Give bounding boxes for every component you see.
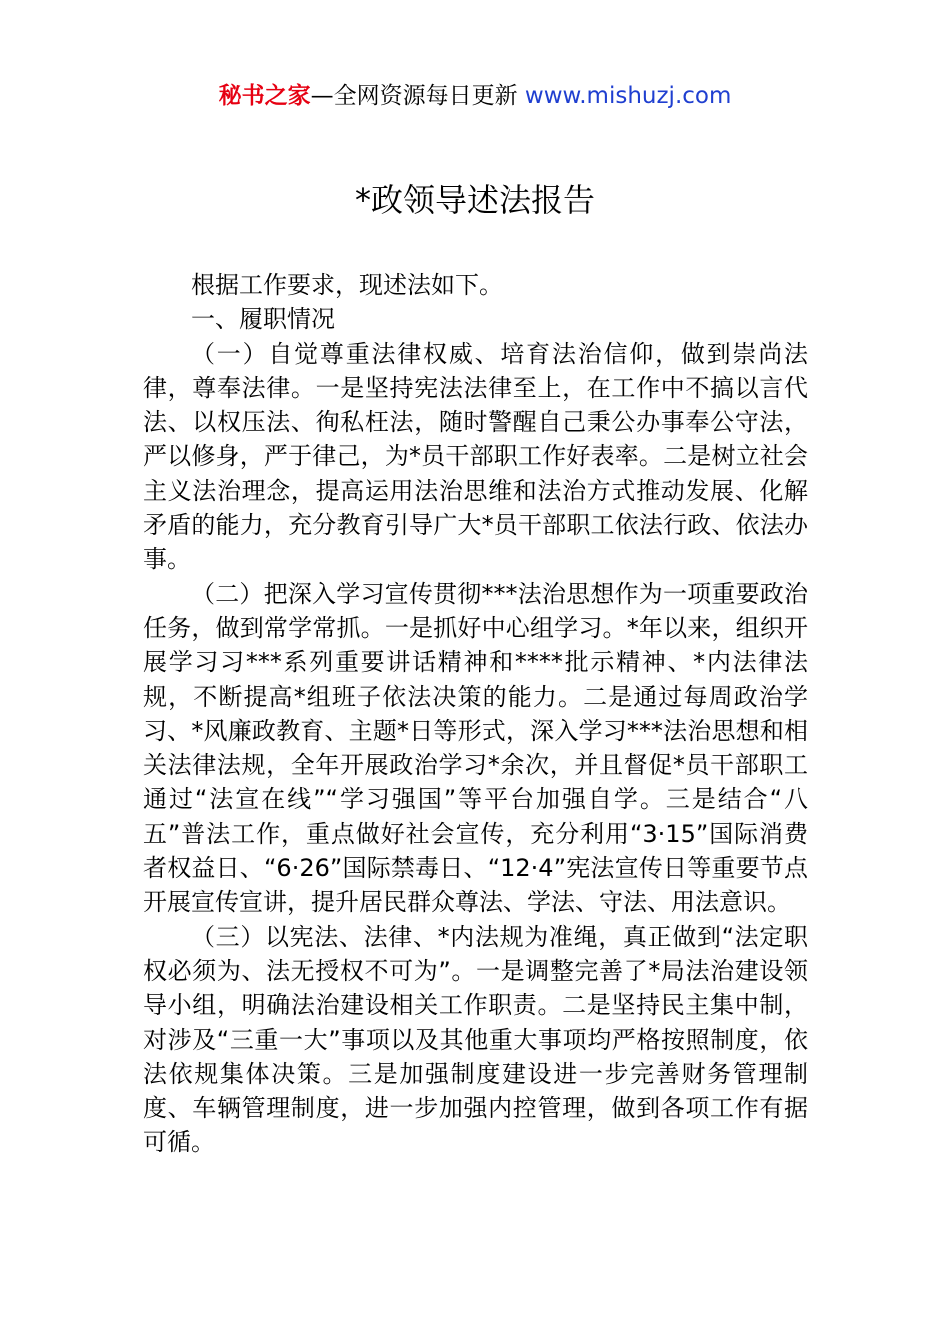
site-tagline: —全网资源每日更新 (310, 83, 525, 109)
site-brand: 秘书之家 (218, 83, 311, 109)
site-header (0, 78, 950, 114)
intro-paragraph: 根据工作要求，现述法如下。 (191, 271, 503, 299)
body-paragraph: （三）以宪法、法律、*内法规为准绳，真正做到“法定职权必须为、法无授权不可为”。一是调整完善了*局法治建设领导小组，明确法治建设相关工作职责。二是坚持民主集中制，对涉及“三重一大”事项以及其他重大事项均严格按照制度，依法依规集体决策。三是加强制度建设进一步完善财务管理制度、车辆管理制度，进一步加强内控管理，做到各项工作有据可循。 (143, 922, 808, 1157)
body-paragraph: （一）自觉尊重法律权威、培育法治信仰，做到崇尚法律，尊奉法律。一是坚持宪法法律至上，在工作中不搞以言代法、以权压法、徇私枉法，随时警醒自己秉公办事奉公守法，严以修身，严于律己，为*员干部职工作好表率。二是树立社会主义法治理念，提高运用法治思维和法治方式推动发展、化解矛盾的能力，充分教育引导广大*员干部职工依法行政、依法办事。 (143, 339, 808, 574)
document-body (143, 268, 808, 1160)
site-url-link[interactable]: www.mishuzj.com (524, 83, 732, 109)
body-paragraph: （二）把深入学习宣传贯彻***法治思想作为一项重要政治任务，做到常学常抓。一是抓好中心组学习。*年以来，组织开展学习习***系列重要讲话精神和****批示精神、*内法律法规，不断提高*组班子依法决策的能力。二是通过每周政治学习、*风廉政教育、主题*日等形式，深入学习***法治思想和相关法律法规，全年开展政治学习*余次，并且督促*员干部职工通过“法宣在线”“学习强国”等平台加强自学。三是结合“八五”普法工作，重点做好社会宣传，充分利用“3·15”国际消费者权益日、“6·26”国际禁毒日、“12·4”宪法宣传日等重要节点开展宣传宣讲，提升居民群众尊法、学法、守法、用法意识。 (143, 579, 808, 917)
section-heading: 一、履职情况 (191, 305, 335, 334)
document-title: *政领导述法报告 (354, 181, 595, 219)
